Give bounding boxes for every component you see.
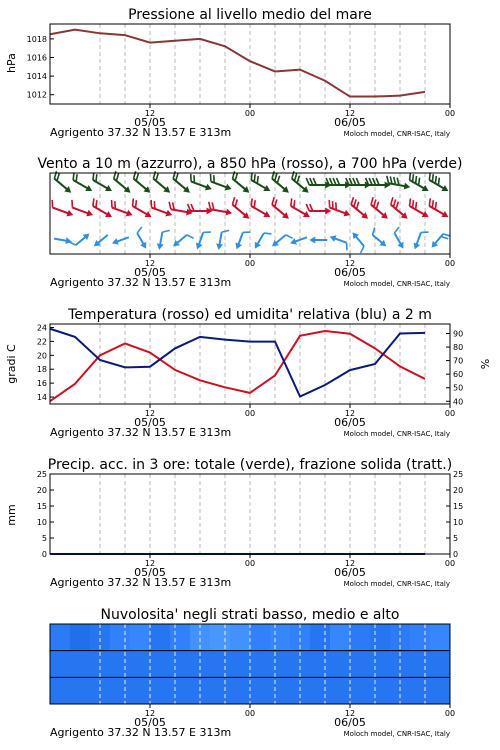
cloud-panel-title: Nuvolosita' negli strati basso, medio e alto: [100, 607, 400, 623]
wind-850hPa-barb-head: [86, 210, 94, 219]
wind-700hPa-barb-feather: [188, 174, 193, 182]
cloud-cell: [310, 624, 331, 651]
precipitation-y-tick-label: 20: [36, 486, 47, 495]
cloud-cell: [370, 651, 391, 678]
wind-10m-arrow: [133, 227, 153, 250]
wind-10m-arrow: [233, 228, 250, 251]
precipitation-y-tick-label: 25: [36, 470, 47, 479]
precipitation-credit-label: Moloch model, CNR-ISAC, Italy: [343, 580, 450, 588]
wind-850hPa-barb: [405, 198, 432, 220]
wind-700hPa-barb: [385, 176, 411, 191]
wind-700hPa-barb-feather: [337, 178, 340, 185]
humidity-y-tick-label: 50: [453, 383, 464, 393]
temperature-y-axis-label: gradi C: [5, 344, 18, 384]
pressure-x-tick-label: 00: [244, 109, 256, 118]
wind-850hPa-barb: [306, 204, 331, 215]
wind-10m-arrow-head: [328, 233, 336, 242]
wind-700hPa-barb-feather: [333, 178, 336, 185]
wind-700hPa-barb-feather: [208, 174, 213, 182]
wind-10m-arrow: [289, 234, 308, 247]
wind-date-label: 05/05: [134, 266, 166, 279]
wind-10m-arrow: [327, 233, 350, 250]
wind-850hPa-barb-feather: [109, 200, 114, 208]
wind-10m-arrow-feather: [359, 246, 366, 253]
wind-850hPa-barb: [108, 200, 135, 218]
wind-850hPa-barb-feather: [208, 202, 212, 209]
wind-10m-arrow-feather: [136, 227, 144, 233]
cloud-cell: [130, 677, 151, 704]
wind-850hPa-barb: [326, 200, 353, 218]
wind-10m-arrow-feather: [370, 228, 377, 235]
cloud-date-label: 05/05: [134, 716, 166, 729]
cloud-cell: [330, 651, 351, 678]
pressure-location-label: Agrigento 37.32 N 13.57 E 313m: [50, 126, 232, 139]
cloud-cell: [430, 677, 451, 704]
wind-700hPa-barb: [247, 172, 274, 194]
cloud-cell: [210, 624, 231, 651]
cloud-cell: [330, 624, 351, 651]
wind-700hPa-barb-feather: [330, 178, 333, 185]
wind-credit-label: Moloch model, CNR-ISAC, Italy: [343, 280, 450, 288]
precipitation-y-tick-label-right: 20: [453, 486, 464, 495]
pressure-x-tick-label: 00: [444, 109, 456, 118]
pressure-plot-frame: [50, 24, 450, 104]
wind-10m-arrow: [215, 229, 229, 252]
wind-10m-arrow: [194, 228, 211, 251]
precipitation-y-tick-label: 10: [36, 518, 47, 527]
cloud-cell: [430, 651, 451, 678]
wind-10m-arrow-head: [111, 238, 119, 247]
cloud-cell: [250, 651, 271, 678]
pressure-x-tick-label: 12: [344, 109, 356, 118]
wind-850hPa-barb-feather: [70, 200, 75, 208]
wind-date-label: 06/05: [334, 266, 366, 279]
pressure-line: [50, 30, 425, 97]
wind-850hPa-barb: [386, 197, 412, 221]
cloud-cell: [130, 651, 151, 678]
wind-850hPa-barb-head: [303, 211, 312, 220]
cloud-cell: [270, 651, 291, 678]
pressure-date-label: 05/05: [134, 116, 166, 129]
cloud-cell: [370, 624, 391, 651]
cloud-cell: [270, 677, 291, 704]
wind-10m-arrow-head: [233, 243, 242, 251]
wind-700hPa-barb-head: [441, 185, 450, 194]
temperature-y-tick-label: 24: [36, 323, 47, 333]
precipitation-y-tick-label: 5: [41, 534, 47, 543]
temperature-y-tick-label: 22: [36, 337, 47, 347]
wind-10m-arrow: [171, 230, 194, 252]
wind-850hPa-barb-head: [422, 211, 431, 220]
wind-700hPa-barb-head: [404, 183, 411, 191]
wind-10m-arrow-feather: [243, 230, 251, 235]
wind-10m-arrow-head: [252, 242, 261, 251]
pressure-credit-label: Moloch model, CNR-ISAC, Italy: [343, 130, 450, 138]
cloud-x-tick-label: 12: [344, 709, 356, 718]
wind-700hPa-barb-feather: [306, 178, 309, 185]
cloud-cell: [350, 651, 371, 678]
wind-10m-arrow: [368, 228, 391, 250]
wind-850hPa-barb: [207, 202, 233, 217]
cloud-date-label: 06/05: [334, 716, 366, 729]
wind-850hPa-barb-head: [105, 211, 114, 220]
cloud-cell: [170, 651, 191, 678]
temperature-credit-label: Moloch model, CNR-ISAC, Italy: [343, 430, 450, 438]
wind-700hPa-barb: [149, 171, 175, 195]
humidity-line: [50, 329, 425, 397]
precipitation-y-tick-label-right: 10: [453, 518, 464, 527]
cloud-cell: [150, 624, 171, 651]
temperature-y-tick-label: 16: [36, 379, 47, 389]
wind-700hPa-barb: [207, 174, 234, 192]
wind-700hPa-barb-feather: [386, 176, 390, 183]
wind-700hPa-barb-feather: [353, 178, 356, 185]
precipitation-y-tick-label-right: 15: [453, 502, 464, 511]
cloud-cell: [230, 677, 251, 704]
cloud-cell: [230, 651, 251, 678]
wind-10m-arrow-feather: [162, 229, 169, 233]
pressure-y-axis-label: hPa: [5, 53, 18, 73]
wind-850hPa-barb: [68, 200, 95, 218]
temperature-y-tick-label: 18: [36, 365, 47, 375]
wind-700hPa-barb-feather: [369, 178, 372, 185]
wind-850hPa-barb: [366, 197, 392, 221]
cloud-location-label: Agrigento 37.32 N 13.57 E 313m: [50, 726, 232, 739]
cloud-cell: [430, 624, 451, 651]
precipitation-y-tick-label: 0: [41, 550, 47, 559]
wind-panel-title: Vento a 10 m (azzurro), a 850 hPa (rosso), a 700 hPa (verde): [37, 156, 463, 172]
humidity-y-tick-label: 60: [453, 370, 464, 380]
wind-10m-arrow-head: [140, 242, 149, 251]
cloud-credit-label: Moloch model, CNR-ISAC, Italy: [343, 730, 450, 738]
precipitation-location-label: Agrigento 37.32 N 13.57 E 313m: [50, 576, 232, 589]
precipitation-x-tick-label: 12: [344, 559, 356, 568]
cloud-cell: [230, 624, 251, 651]
cloud-cell: [70, 677, 91, 704]
cloud-cell: [110, 677, 131, 704]
cloud-cell: [70, 624, 91, 651]
cloud-cell: [150, 651, 171, 678]
wind-700hPa-barb-feather: [310, 178, 313, 185]
precipitation-plot-frame: [50, 474, 450, 554]
cloud-cell: [410, 651, 431, 678]
precipitation-x-tick-label: 00: [444, 559, 456, 568]
precipitation-y-tick-label: 15: [36, 502, 47, 511]
humidity-y-axis-label: %: [479, 358, 492, 370]
wind-10m-arrow-feather: [187, 233, 194, 240]
wind-700hPa-barb: [50, 171, 76, 195]
temperature-date-label: 05/05: [134, 416, 166, 429]
temperature-y-tick-label: 14: [36, 393, 47, 403]
temperature-x-tick-label: 00: [244, 409, 256, 418]
wind-850hPa-barb-head: [145, 211, 154, 220]
wind-700hPa-barb-head: [105, 185, 114, 194]
wind-10m-arrow-head: [215, 243, 223, 250]
cloud-x-tick-label: 12: [144, 709, 156, 718]
humidity-y-tick-label: 40: [453, 397, 464, 407]
cloud-cell: [330, 677, 351, 704]
cloud-cell: [270, 624, 291, 651]
wind-850hPa-barb: [347, 197, 373, 221]
wind-700hPa-barb-head: [225, 184, 233, 193]
cloud-cell: [50, 677, 71, 704]
cloud-cell: [110, 624, 131, 651]
wind-850hPa-barb-feather: [306, 204, 309, 211]
precipitation-x-tick-label: 12: [144, 559, 156, 568]
wind-700hPa-barb: [89, 172, 116, 194]
wind-10m-arrow-feather: [264, 230, 272, 236]
wind-850hPa-barb-head: [165, 210, 173, 219]
humidity-y-tick-label: 80: [453, 343, 464, 353]
wind-10m-arrow: [429, 229, 451, 252]
wind-700hPa-barb-head: [422, 185, 431, 194]
wind-850hPa-barb-feather: [50, 200, 55, 208]
wind-x-tick-label: 12: [344, 259, 356, 268]
wind-10m-arrow: [111, 234, 130, 247]
temperature-x-tick-label: 12: [144, 409, 156, 418]
wind-10m-arrow: [412, 228, 429, 251]
cloud-cell: [110, 651, 131, 678]
cloud-cell: [210, 651, 231, 678]
cloud-cell: [250, 624, 271, 651]
cloud-cell: [250, 677, 271, 704]
temperature-date-label: 06/05: [334, 416, 366, 429]
wind-10m-arrow-head: [412, 243, 421, 251]
wind-10m-arrow-feather: [286, 233, 293, 240]
wind-10m-arrow: [92, 232, 110, 249]
cloud-cell: [310, 651, 331, 678]
wind-850hPa-barb-head: [441, 211, 450, 220]
wind-850hPa-barb-feather: [168, 202, 172, 209]
wind-x-tick-label: 12: [144, 259, 156, 268]
cloud-cell: [350, 624, 371, 651]
wind-850hPa-barb-feather: [327, 200, 332, 208]
precipitation-panel-title: Precip. acc. in 3 ore: totale (verde), frazione solida (tratt.): [47, 457, 453, 473]
cloud-cell: [130, 624, 151, 651]
wind-700hPa-barb: [267, 171, 293, 195]
wind-850hPa-barb-head: [126, 210, 134, 219]
precipitation-y-tick-label-right: 0: [453, 550, 459, 559]
temperature-y-tick-label: 20: [36, 351, 47, 361]
cloud-cell: [50, 651, 71, 678]
humidity-y-tick-label: 90: [453, 329, 464, 339]
cloud-cell: [370, 677, 391, 704]
wind-850hPa-barb: [247, 198, 274, 220]
wind-10m-arrow-head: [289, 238, 297, 247]
wind-10m-arrow: [347, 230, 369, 253]
wind-10m-arrow-feather: [203, 230, 211, 235]
precipitation-date-label: 06/05: [334, 566, 366, 579]
cloud-x-tick-label: 00: [444, 709, 456, 718]
pressure-y-tick-label: 1018: [26, 34, 47, 44]
precipitation-x-tick-label: 00: [244, 559, 256, 568]
wind-850hPa-barb-head: [66, 210, 74, 219]
wind-10m-arrow: [270, 230, 293, 252]
wind-700hPa-barb-feather: [356, 178, 359, 185]
precipitation-y-tick-label-right: 5: [453, 534, 459, 543]
temperature-panel-title: Temperatura (rosso) ed umidita' relativa (blu) a 2 m: [68, 307, 432, 323]
wind-700hPa-barb-head: [85, 185, 94, 194]
wind-10m-arrow-feather: [344, 243, 349, 251]
wind-700hPa-barb: [405, 172, 432, 194]
wind-10m-arrow-head: [156, 243, 164, 250]
cloud-cell: [350, 677, 371, 704]
wind-10m-arrow: [69, 228, 92, 250]
cloud-cell: [50, 624, 71, 651]
wind-850hPa-barb-head: [263, 211, 272, 220]
cloud-cell: [210, 677, 231, 704]
wind-850hPa-barb: [425, 198, 452, 220]
cloud-cell: [170, 677, 191, 704]
pressure-y-tick-label: 1016: [26, 53, 47, 63]
wind-850hPa-barb-head: [226, 209, 233, 217]
wind-10m-arrow-head: [65, 237, 72, 245]
cloud-x-tick-label: 00: [244, 709, 256, 718]
wind-850hPa-barb-feather: [310, 204, 313, 211]
temperature-location-label: Agrigento 37.32 N 13.57 E 313m: [50, 426, 232, 439]
wind-10m-arrow-head: [194, 243, 203, 251]
pressure-panel-title: Pressione al livello medio del mare: [128, 7, 372, 23]
humidity-y-tick-label: 70: [453, 356, 464, 366]
wind-850hPa-barb: [267, 197, 293, 221]
wind-700hPa-barb: [109, 171, 135, 195]
cloud-cell: [410, 677, 431, 704]
pressure-y-tick-label: 1012: [26, 90, 47, 100]
precipitation-y-axis-label: mm: [5, 504, 18, 526]
precipitation-date-label: 05/05: [134, 566, 166, 579]
wind-10m-arrow: [54, 235, 73, 245]
wind-10m-arrow-head: [309, 237, 315, 244]
cloud-cell: [70, 651, 91, 678]
cloud-cell: [170, 624, 191, 651]
wind-700hPa-barb-head: [205, 184, 213, 193]
wind-700hPa-barb: [69, 172, 96, 194]
wind-10m-arrow-feather: [393, 227, 401, 233]
wind-x-tick-label: 00: [444, 259, 456, 268]
wind-700hPa-barb: [129, 171, 155, 195]
wind-location-label: Agrigento 37.32 N 13.57 E 313m: [50, 276, 232, 289]
cloud-cell: [310, 677, 331, 704]
pressure-date-label: 06/05: [334, 116, 366, 129]
wind-10m-arrow-head: [397, 242, 406, 251]
wind-10m-arrow: [252, 229, 272, 252]
precipitation-y-tick-label-right: 25: [453, 470, 464, 479]
wind-10m-arrow: [156, 229, 170, 252]
wind-850hPa-barb-feather: [191, 204, 194, 211]
temperature-x-tick-label: 12: [344, 409, 356, 418]
pressure-y-tick-label: 1014: [26, 72, 47, 82]
cloud-cell: [410, 624, 431, 651]
wind-700hPa-barb-head: [263, 185, 272, 194]
cloud-cell: [150, 677, 171, 704]
wind-x-tick-label: 00: [244, 259, 256, 268]
wind-700hPa-barb: [425, 172, 452, 194]
pressure-x-tick-label: 12: [144, 109, 156, 118]
wind-700hPa-barb-feather: [376, 178, 379, 185]
wind-700hPa-barb-feather: [313, 178, 316, 185]
temperature-x-tick-label: 00: [444, 409, 456, 418]
wind-700hPa-barb: [366, 178, 391, 189]
